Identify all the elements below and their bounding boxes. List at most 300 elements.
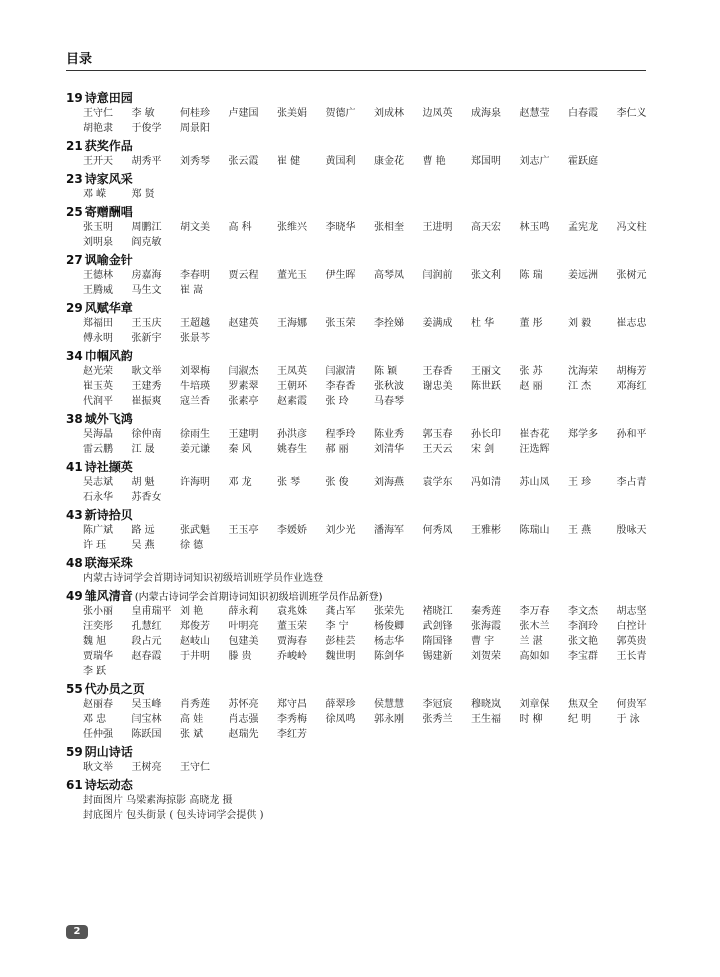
author-name: 薛翠珍 (325, 699, 356, 710)
author-name: 杜 华 (471, 318, 495, 329)
author-name: 汪选辉 (519, 444, 550, 455)
author-name: 石永华 (83, 492, 113, 503)
author-name: 刘 毅 (568, 318, 592, 329)
author-name: 李春香 (325, 381, 356, 392)
author-name: 胡梅芳 (616, 366, 647, 377)
section-page-number: 19 (66, 91, 83, 105)
author-name: 王凤英 (277, 366, 307, 377)
toc-section (66, 555, 666, 586)
author-name: 刘志广 (519, 156, 550, 167)
section-name: 诗坛动态 (84, 778, 133, 792)
author-name: 张秀兰 (422, 714, 453, 725)
author-list (83, 760, 667, 775)
toc-section (66, 300, 666, 346)
author-name: 阎克敏 (131, 237, 162, 248)
author-name: 段占元 (131, 636, 162, 647)
author-name: 赵光荣 (83, 366, 113, 377)
author-list (83, 475, 667, 505)
author-name: 陈业秀 (374, 429, 404, 440)
author-name: 胡艳隶 (83, 123, 113, 134)
author-name: 贾海春 (277, 636, 307, 647)
author-name: 陈瑞山 (519, 525, 550, 536)
author-name: 王建明 (228, 429, 259, 440)
author-name: 王长青 (616, 651, 647, 662)
author-name: 李 跃 (83, 666, 107, 677)
author-name: 康金花 (374, 156, 404, 167)
author-name: 姚春生 (277, 444, 307, 455)
author-name: 霍跃庭 (568, 156, 598, 167)
section-name: 新诗拾贝 (84, 508, 133, 522)
author-list (83, 427, 667, 457)
toc-heading: 目录 (66, 52, 93, 67)
author-name: 张木兰 (519, 621, 550, 632)
author-name: 王丽文 (471, 366, 501, 377)
author-name: 秦秀莲 (471, 606, 501, 617)
author-name: 许海明 (180, 477, 210, 488)
author-name: 王进明 (422, 222, 453, 233)
section-name: 阴山诗话 (84, 745, 133, 759)
toc-section (66, 138, 666, 169)
section-name: 寄赠酬唱 (84, 205, 133, 219)
author-name: 姜元谦 (180, 444, 210, 455)
author-name: 李 敏 (131, 108, 155, 119)
author-name: 闫淑杰 (228, 366, 259, 377)
author-name: 王雅彬 (471, 525, 501, 536)
toc-section (66, 744, 666, 775)
author-name: 张 斌 (180, 729, 204, 740)
author-name: 秦 风 (228, 444, 252, 455)
author-name: 李拴娣 (374, 318, 404, 329)
author-name: 赵素霞 (277, 396, 307, 407)
author-name: 穆晓岚 (471, 699, 501, 710)
author-name: 白控计 (616, 621, 647, 632)
author-name: 陈 瑞 (519, 270, 543, 281)
author-name: 郝 丽 (325, 444, 349, 455)
author-name: 李晓华 (325, 222, 356, 233)
author-name: 袁学东 (422, 477, 453, 488)
section-page-number: 55 (66, 682, 83, 696)
section-page-number: 48 (66, 556, 83, 570)
section-title[interactable] (66, 744, 666, 760)
author-name: 姜满成 (422, 318, 453, 329)
author-list (83, 154, 667, 169)
author-name: 胡秀平 (131, 156, 162, 167)
author-name: 曹 艳 (422, 156, 446, 167)
author-name: 侯慧慧 (374, 699, 404, 710)
section-page-number: 41 (66, 460, 83, 474)
author-name: 张小丽 (83, 606, 113, 617)
author-name: 隋国锋 (422, 636, 453, 647)
author-name: 陈剑华 (374, 651, 404, 662)
author-list (83, 523, 667, 553)
author-name: 何秀凤 (422, 525, 453, 536)
section-text-line: 封面图片 乌梁素海掠影 高晓龙 摄 (83, 795, 233, 806)
author-name: 高 科 (228, 222, 252, 233)
author-name: 高天宏 (471, 222, 501, 233)
author-name: 吴志斌 (83, 477, 113, 488)
author-name: 李 宁 (325, 621, 349, 632)
author-name: 纪 明 (568, 714, 592, 725)
author-name: 王朝环 (277, 381, 307, 392)
author-name: 叶明亮 (228, 621, 259, 632)
author-name: 何贵军 (616, 699, 647, 710)
author-name: 郑俊芳 (180, 621, 210, 632)
section-title[interactable] (66, 204, 666, 220)
author-name: 张荣先 (374, 606, 404, 617)
section-title[interactable] (66, 555, 666, 571)
author-name: 崔志忠 (616, 318, 647, 329)
author-name: 张玉荣 (325, 318, 356, 329)
author-name: 罗素翠 (228, 381, 259, 392)
section-page-number: 43 (66, 508, 83, 522)
author-name: 周鹏江 (131, 222, 162, 233)
author-name: 黄国利 (325, 156, 356, 167)
author-name: 郑国明 (471, 156, 501, 167)
author-name: 徐凤鸣 (325, 714, 356, 725)
author-name: 徐雨生 (180, 429, 210, 440)
section-title[interactable] (66, 138, 666, 154)
author-name: 包建美 (228, 636, 259, 647)
author-name: 乔峻岭 (277, 651, 307, 662)
author-list (83, 187, 667, 202)
author-name: 耿文举 (83, 762, 113, 773)
author-name: 王玉庆 (131, 318, 162, 329)
author-name: 焦双全 (568, 699, 598, 710)
author-name: 王建秀 (131, 381, 162, 392)
author-name: 王德林 (83, 270, 113, 281)
author-name: 刘秀琴 (180, 156, 210, 167)
author-name: 李万春 (519, 606, 550, 617)
author-name: 程季玲 (325, 429, 356, 440)
author-name: 许 珏 (83, 540, 107, 551)
section-page-number: 23 (66, 172, 83, 186)
author-name: 刘章保 (519, 699, 550, 710)
toc-section (66, 588, 666, 679)
author-name: 龚占军 (325, 606, 356, 617)
author-name: 胡文美 (180, 222, 210, 233)
author-name: 张 琴 (277, 477, 301, 488)
author-name: 袁兆姝 (277, 606, 307, 617)
section-title[interactable] (66, 777, 666, 793)
author-name: 闫宝林 (131, 714, 162, 725)
author-list (83, 604, 667, 679)
author-name: 李秀梅 (277, 714, 307, 725)
section-title[interactable] (66, 681, 666, 697)
author-name: 苏怀亮 (228, 699, 259, 710)
author-name: 张 苏 (519, 366, 543, 377)
author-name: 薛永莉 (228, 606, 259, 617)
author-name: 贺德广 (325, 108, 356, 119)
author-name: 江 杰 (568, 381, 592, 392)
author-name: 崔玉英 (83, 381, 113, 392)
section-page-number: 49 (66, 589, 83, 603)
author-name: 王树亮 (131, 762, 162, 773)
author-name: 马生文 (131, 285, 162, 296)
author-name: 刘清华 (374, 444, 404, 455)
author-name: 赵岐山 (180, 636, 210, 647)
author-name: 沈海荣 (568, 366, 598, 377)
author-name: 李春明 (180, 270, 210, 281)
author-name: 林玉鸣 (519, 222, 550, 233)
author-name: 张相奎 (374, 222, 404, 233)
section-page-number: 38 (66, 412, 83, 426)
author-name: 高如如 (519, 651, 550, 662)
author-name: 崔 嵩 (180, 285, 204, 296)
author-list (83, 268, 667, 298)
author-name: 江 晟 (131, 444, 155, 455)
author-name: 苏香女 (131, 492, 162, 503)
author-name: 董光玉 (277, 270, 307, 281)
author-name: 于 泳 (616, 714, 640, 725)
author-name: 刘翠梅 (180, 366, 210, 377)
section-note: (内蒙古诗词学会首期诗词知识初级培训班学员作品新登) (134, 592, 383, 603)
author-name: 高 娃 (180, 714, 204, 725)
author-name: 崔 健 (277, 156, 301, 167)
section-name: 域外飞鸿 (84, 412, 133, 426)
author-name: 李红芳 (277, 729, 307, 740)
author-name: 胡 魁 (131, 477, 155, 488)
author-name: 王开天 (83, 156, 113, 167)
author-name: 魏 旭 (83, 636, 107, 647)
section-title[interactable] (66, 171, 666, 187)
section-name: 诗意田园 (84, 91, 133, 105)
author-name: 张景芩 (180, 333, 210, 344)
author-name: 张新宇 (131, 333, 162, 344)
author-name: 卢建国 (228, 108, 259, 119)
toc-section (66, 507, 666, 553)
author-name: 王玉亭 (228, 525, 259, 536)
section-page-number: 59 (66, 745, 83, 759)
author-name: 吴海晶 (83, 429, 113, 440)
toc-section (66, 459, 666, 505)
author-name: 王 燕 (568, 525, 592, 536)
author-name: 肖秀莲 (180, 699, 210, 710)
author-name: 王 珍 (568, 477, 592, 488)
author-name: 路 远 (131, 525, 155, 536)
author-name: 郑福田 (83, 318, 113, 329)
author-name: 何桂珍 (180, 108, 210, 119)
author-name: 武剑锋 (422, 621, 453, 632)
section-title[interactable] (66, 90, 666, 106)
author-name: 李润玲 (568, 621, 598, 632)
author-list (83, 697, 667, 742)
section-title[interactable] (66, 252, 666, 268)
author-name: 王生福 (471, 714, 501, 725)
toc-section (66, 90, 666, 136)
section-page-number: 21 (66, 139, 83, 153)
toc-section (66, 171, 666, 202)
author-name: 刘海燕 (374, 477, 404, 488)
section-name: 巾帼风韵 (84, 349, 133, 363)
author-name: 李宝群 (568, 651, 598, 662)
author-name: 吴玉峰 (131, 699, 162, 710)
author-name: 锡建新 (422, 651, 453, 662)
section-name: 风赋华章 (84, 301, 133, 315)
author-name: 吴 燕 (131, 540, 155, 551)
section-page-number: 29 (66, 301, 83, 315)
author-name: 陈跃国 (131, 729, 162, 740)
author-name: 郑守昌 (277, 699, 307, 710)
author-name: 谢忠美 (422, 381, 453, 392)
author-name: 孔慧红 (131, 621, 162, 632)
author-name: 陈世跃 (471, 381, 501, 392)
author-name: 孟宪龙 (568, 222, 598, 233)
author-name: 张美娟 (277, 108, 307, 119)
author-name: 殷咏天 (616, 525, 647, 536)
author-name: 王天云 (422, 444, 453, 455)
author-name: 高琴凤 (374, 270, 404, 281)
author-name: 邓 龙 (228, 477, 252, 488)
author-name: 郑学多 (568, 429, 598, 440)
author-name: 伊生晖 (325, 270, 356, 281)
section-name: 获奖作品 (84, 139, 133, 153)
author-name: 徐 德 (180, 540, 204, 551)
author-name: 贾云程 (228, 270, 259, 281)
author-name: 曹 宇 (471, 636, 495, 647)
author-name: 王海娜 (277, 318, 307, 329)
author-name: 孙和平 (616, 429, 647, 440)
author-name: 白春霞 (568, 108, 598, 119)
author-name: 张维兴 (277, 222, 307, 233)
page-number-badge: 2 (66, 925, 88, 939)
author-name: 宋 剑 (471, 444, 495, 455)
author-name: 李占青 (616, 477, 647, 488)
author-name: 闫润前 (422, 270, 453, 281)
author-name: 杨俊卿 (374, 621, 404, 632)
author-name: 张 玲 (325, 396, 349, 407)
author-name: 张秋波 (374, 381, 404, 392)
author-name: 胡志坚 (616, 606, 647, 617)
author-name: 冯文柱 (616, 222, 647, 233)
author-name: 邓 嵘 (83, 189, 107, 200)
toc-section (66, 204, 666, 250)
section-name: 诗社撷英 (84, 460, 133, 474)
author-name: 孙长印 (471, 429, 501, 440)
author-name: 郭英贵 (616, 636, 647, 647)
author-name: 房嘉海 (131, 270, 162, 281)
author-name: 杨志华 (374, 636, 404, 647)
toc-section (66, 252, 666, 298)
author-name: 张云霞 (228, 156, 259, 167)
author-name: 张素亭 (228, 396, 259, 407)
author-name: 王超越 (180, 318, 210, 329)
author-name: 肖志强 (228, 714, 259, 725)
author-name: 郭永刚 (374, 714, 404, 725)
section-title[interactable] (66, 411, 666, 427)
author-name: 陈 颖 (374, 366, 398, 377)
author-name: 刘 艳 (180, 606, 204, 617)
section-title[interactable] (66, 300, 666, 316)
author-name: 雷云鹏 (83, 444, 113, 455)
author-name: 傅永明 (83, 333, 113, 344)
author-name: 李冠宸 (422, 699, 453, 710)
author-name: 潘海军 (374, 525, 404, 536)
author-name: 马春琴 (374, 396, 404, 407)
author-list (83, 316, 667, 346)
section-name: 雏风清音 (84, 589, 133, 603)
author-name: 崔振爽 (131, 396, 162, 407)
author-name: 赵春霞 (131, 651, 162, 662)
author-name: 王守仁 (180, 762, 210, 773)
author-list (83, 106, 667, 136)
author-name: 崔杏花 (519, 429, 550, 440)
toc-section (66, 411, 666, 457)
author-name: 张 俊 (325, 477, 349, 488)
author-name: 刘贺荣 (471, 651, 501, 662)
author-name: 耿文举 (131, 366, 162, 377)
toc-section (66, 348, 666, 409)
section-title[interactable] (66, 348, 666, 364)
toc-header (66, 52, 646, 68)
author-name: 赵 丽 (519, 381, 543, 392)
author-name: 滕 贵 (228, 651, 252, 662)
section-page-number: 27 (66, 253, 83, 267)
author-name: 于俊学 (131, 123, 162, 134)
toc-section (66, 681, 666, 742)
section-name: 讽喻金针 (84, 253, 133, 267)
author-name: 冯如清 (471, 477, 501, 488)
author-name: 皇甫瑞平 (131, 606, 172, 617)
author-name: 贾瑞华 (83, 651, 113, 662)
author-name: 陈广斌 (83, 525, 113, 536)
section-title[interactable] (66, 459, 666, 475)
author-name: 牛培瑛 (180, 381, 210, 392)
author-name: 徐仲南 (131, 429, 162, 440)
author-name: 赵慧莹 (519, 108, 550, 119)
author-name: 寇兰香 (180, 396, 210, 407)
author-name: 张海霞 (471, 621, 501, 632)
author-name: 时 柳 (519, 714, 543, 725)
author-name: 褚晓江 (422, 606, 453, 617)
header-divider (66, 70, 646, 71)
author-list (83, 364, 667, 409)
author-name: 王腾威 (83, 285, 113, 296)
author-name: 张武魁 (180, 525, 210, 536)
author-name: 刘少光 (325, 525, 356, 536)
section-page-number: 61 (66, 778, 83, 792)
toc-section (66, 777, 666, 823)
author-name: 张文艳 (568, 636, 598, 647)
author-name: 成海泉 (471, 108, 501, 119)
author-name: 张文利 (471, 270, 501, 281)
author-name: 郑 贤 (131, 189, 155, 200)
author-name: 魏世明 (325, 651, 356, 662)
section-name: 代办员之页 (84, 682, 145, 696)
author-name: 刘成林 (374, 108, 404, 119)
section-name: 联海采珠 (84, 556, 133, 570)
author-name: 董 彤 (519, 318, 543, 329)
section-text-line: 封底图片 包头街景 ( 包头诗词学会提供 ) (83, 810, 264, 821)
author-name: 赵瑞先 (228, 729, 259, 740)
section-title[interactable] (66, 588, 666, 604)
author-name: 赵建英 (228, 318, 259, 329)
author-list (83, 220, 667, 250)
author-name: 赵丽春 (83, 699, 113, 710)
author-name: 王守仁 (83, 108, 113, 119)
section-title[interactable] (66, 507, 666, 523)
author-name: 孙洪彦 (277, 429, 307, 440)
author-name: 姜远洲 (568, 270, 598, 281)
author-name: 李仁义 (616, 108, 647, 119)
author-name: 彭桂芸 (325, 636, 356, 647)
author-name: 郭玉春 (422, 429, 453, 440)
author-name: 邓 忠 (83, 714, 107, 725)
author-name: 张树元 (616, 270, 647, 281)
author-name: 张玉明 (83, 222, 113, 233)
author-name: 李文杰 (568, 606, 598, 617)
section-page-number: 34 (66, 349, 83, 363)
author-name: 边凤英 (422, 108, 453, 119)
